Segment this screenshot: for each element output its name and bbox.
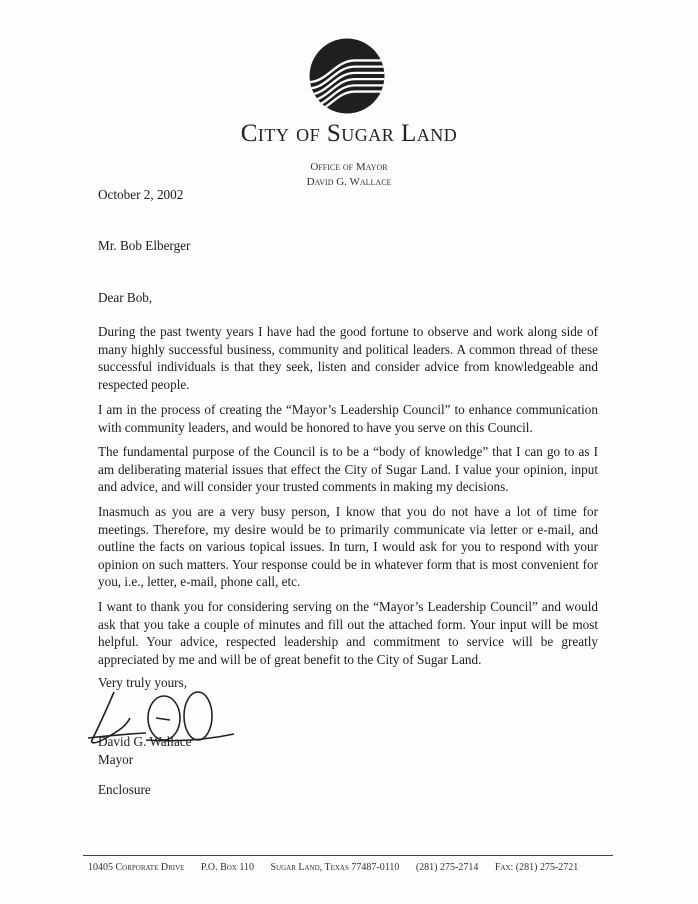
- signer-name: David G. Wallace: [98, 734, 192, 749]
- paragraph-4: Inasmuch as you are a very busy person, I know that you do not have a lot of time for meetings. Therefore, my desire would be to primarily communicate via letter or e-mail, and outline the facts on various topical issues. In turn, I would ask for you to respond with your opinion on such matters. Your response could be in whatever form that is most convenient for you, i.e., letter, e-mail, phone call, etc.: [98, 504, 598, 589]
- footer-po-box: P.O. Box 110: [200, 862, 254, 873]
- paragraph-3: The fundamental purpose of the Council is to be a “body of knowledge” that I can go to as I am deliberating material issues that effect the City of Sugar Land. I value your opinion, input and advice, and will consider your trusted comments in making my decisions.: [98, 444, 598, 494]
- footer-address: 10405 Corporate Drive: [88, 862, 185, 873]
- city-name: City of Sugar Land: [240, 120, 458, 147]
- office-title: Office of Mayor: [310, 161, 388, 173]
- footer-city: Sugar Land, Texas 77487-0110: [270, 862, 400, 873]
- salutation: Dear Bob,: [98, 290, 153, 305]
- city-seal-icon: [308, 37, 386, 115]
- mayor-name: David G. Wallace: [306, 176, 392, 188]
- city-title: [0, 120, 698, 148]
- footer-phone: (281) 275-2714: [415, 862, 479, 873]
- footer: [88, 862, 592, 873]
- paragraph-2: I am in the process of creating the “Mayor’s Leadership Council” to enhance communication with community leaders, and would be honored to have you serve on this Council.: [98, 402, 598, 435]
- footer-fax: Fax: (281) 275-2721: [494, 862, 579, 873]
- letter-date: October 2, 2002: [98, 187, 184, 202]
- signer-title: Mayor: [98, 752, 134, 767]
- enclosure-note: Enclosure: [98, 782, 151, 797]
- paragraph-1: During the past twenty years I have had the good fortune to observe and work along side of many highly successful business, community and political leaders. A common thread of these successful individuals is that they seek, listen and consider advice from knowledgeable and respected people.: [98, 324, 598, 392]
- paragraph-5: I want to thank you for considering serving on the “Mayor’s Leadership Council” and would ask that you take a couple of minutes and fill out the attached form. Your input will be most helpful. Your advice, respected leadership and commitment to service will be greatly appreciated by me and will be of great benefit to the City of Sugar Land.: [98, 599, 598, 667]
- closing: Very truly yours,: [98, 675, 188, 690]
- recipient: Mr. Bob Elberger: [98, 238, 191, 253]
- footer-divider: [83, 855, 613, 856]
